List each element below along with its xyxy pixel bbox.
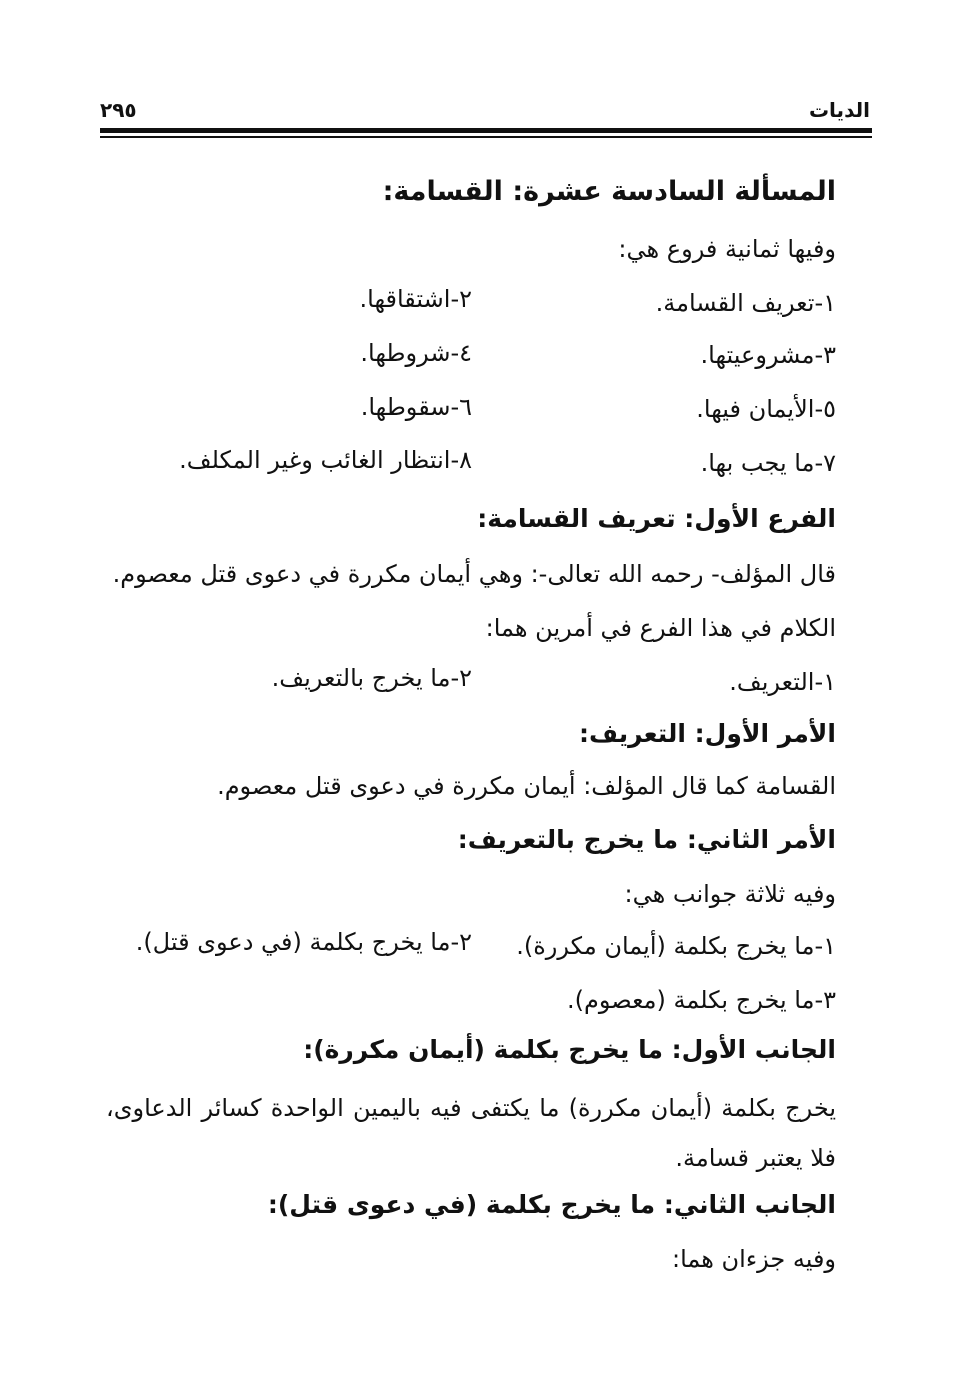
matter1-heading: الأمر الأول: التعريف: [578, 719, 836, 748]
branch-item: ٨-انتظار الغائب وغير المكلف. [179, 446, 472, 474]
aspect-item: ١-ما يخرج بكلمة (أيمان مكررة). [516, 932, 836, 960]
matter2-heading: الأمر الثاني: ما يخرج بالتعريف: [457, 825, 836, 854]
aspect2-intro: وفيه جزءان هما: [671, 1245, 836, 1273]
matter1-text: القسامة كما قال المؤلف: أيمان مكررة في دعوى قتل معصوم. [217, 772, 836, 800]
section-title: المسألة السادسة عشرة: القسامة: [382, 176, 836, 207]
page-number: ٢٩٥ [100, 98, 137, 122]
header-rule-thick [100, 128, 872, 133]
aspect1-heading: الجانب الأول: ما يخرج بكلمة (أيمان مكررة): [303, 1035, 836, 1064]
matter2-intro: وفيه ثلاثة جوانب هي: [624, 880, 836, 908]
branch-item: ٥-الأيمان فيها. [696, 395, 836, 423]
branch-item: ٧-ما يجب بها. [700, 449, 836, 477]
aspect-item: ٢-ما يخرج بكلمة (في دعوى قتل). [135, 928, 472, 956]
aspect-item: ٣-ما يخرج بكلمة (معصوم). [567, 986, 836, 1014]
branch-item: ٤-شروطها. [360, 339, 472, 367]
chapter-title: الديات [808, 98, 870, 122]
discussion-intro: الكلام في هذا الفرع في أمرين هما: [485, 614, 836, 642]
running-header [100, 98, 870, 128]
aspect1-paragraph: يخرج بكلمة (أيمان مكررة) ما يكتفى فيه باليمين الواحدة كسائر الدعاوى، فلا يعتبر قسامة. [106, 1094, 836, 1172]
branch-item: ٢-اشتقاقها. [359, 285, 472, 313]
matter-item: ١-التعريف. [729, 668, 836, 696]
branch-item: ٣-مشروعيتها. [700, 341, 836, 369]
branch-item: ٦-سقوطها. [360, 393, 472, 421]
branch1-heading: الفرع الأول: تعريف القسامة: [477, 504, 836, 533]
intro-line: وفيها ثمانية فروع هي: [618, 235, 836, 263]
header-rule-thin [100, 136, 872, 138]
author-quote: قال المؤلف- رحمه الله تعالى-: وهي أيمان مكررة في دعوى قتل معصوم. [112, 560, 836, 588]
matter-item: ٢-ما يخرج بالتعريف. [271, 664, 472, 692]
aspect2-heading: الجانب الثاني: ما يخرج بكلمة (في دعوى قتل): [267, 1190, 836, 1219]
branch-item: ١-تعريف القسامة. [655, 289, 836, 317]
